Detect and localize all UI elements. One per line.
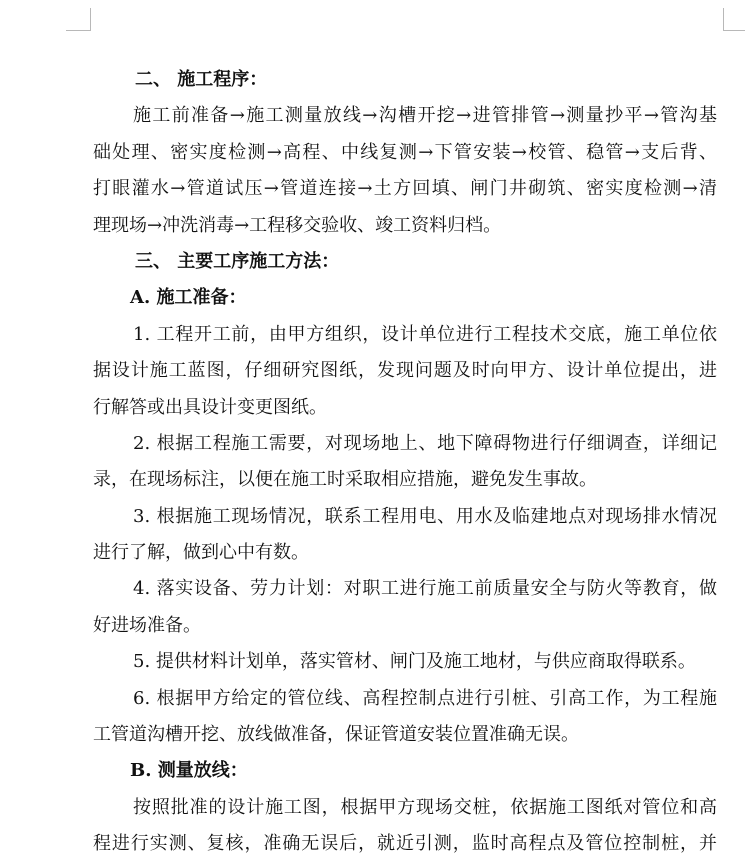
item-4-line-1: 4. 落实设备、劳力计划：对职工进行施工前质量安全与防火等教育，做 [133, 578, 717, 600]
section-3-heading: 三、 主要工序施工方法： [135, 250, 340, 272]
item-6-line-1: 6. 根据甲方给定的管位线、高程控制点进行引桩、引高工作，为工程施 [133, 687, 717, 709]
subsection-b-heading: B. 测量放线： [130, 760, 248, 782]
subsection-b-line-1: 按照批准的设计施工图，根据甲方现场交桩，依据施工图纸对管位和高 [133, 796, 717, 818]
item-3-line-2: 进行了解，做到心中有数。 [93, 542, 309, 564]
section-2-line-2: 础处理、密实度检测→高程、中线复测→下管安装→校管、稳管→支后背、 [93, 141, 717, 163]
subsection-b-line-2: 程进行实测、复核，准确无误后，就近引测，监时高程点及管位控制桩，并 [93, 833, 717, 855]
section-2-heading: 二、 施工程序： [135, 69, 268, 90]
item-5-line-1: 5. 提供材料计划单，落实管材、闸门及施工地材，与供应商取得联系。 [133, 651, 696, 673]
item-2-line-1: 2. 根据工程施工需要，对现场地上、地下障碍物进行仔细调查，详细记 [133, 432, 717, 454]
item-6-line-2: 工管道沟槽开挖、放线做准备，保证管道安装位置准确无误。 [93, 724, 579, 746]
section-2-line-3: 打眼灌水→管道试压→管道连接→土方回填、闸门井砌筑、密实度检测→清 [93, 178, 717, 200]
top-left-crop-mark [66, 8, 91, 31]
document-body [93, 62, 717, 863]
section-2-line-1: 施工前准备→施工测量放线→沟槽开挖→进管排管→测量抄平→管沟基 [133, 105, 717, 127]
section-2-line-4: 理现场→冲洗消毒→工程移交验收、竣工资料归档。 [93, 214, 502, 236]
item-1-line-3: 行解答或出具设计变更图纸。 [93, 396, 327, 418]
item-4-line-2: 好进场准备。 [93, 614, 201, 636]
item-2-line-2: 录，在现场标注，以便在施工时采取相应措施，避免发生事故。 [93, 469, 597, 491]
item-1-line-1: 1. 工程开工前，由甲方组织，设计单位进行工程技术交底，施工单位依 [133, 323, 717, 345]
item-3-line-1: 3. 根据施工现场情况，联系工程用电、用水及临建地点对现场排水情况 [133, 505, 717, 527]
subsection-a-heading: A. 施工准备： [130, 287, 247, 309]
item-1-line-2: 据设计施工蓝图，仔细研究图纸，发现问题及时向甲方、设计单位提出，进 [93, 360, 717, 382]
top-right-crop-mark [723, 8, 745, 31]
